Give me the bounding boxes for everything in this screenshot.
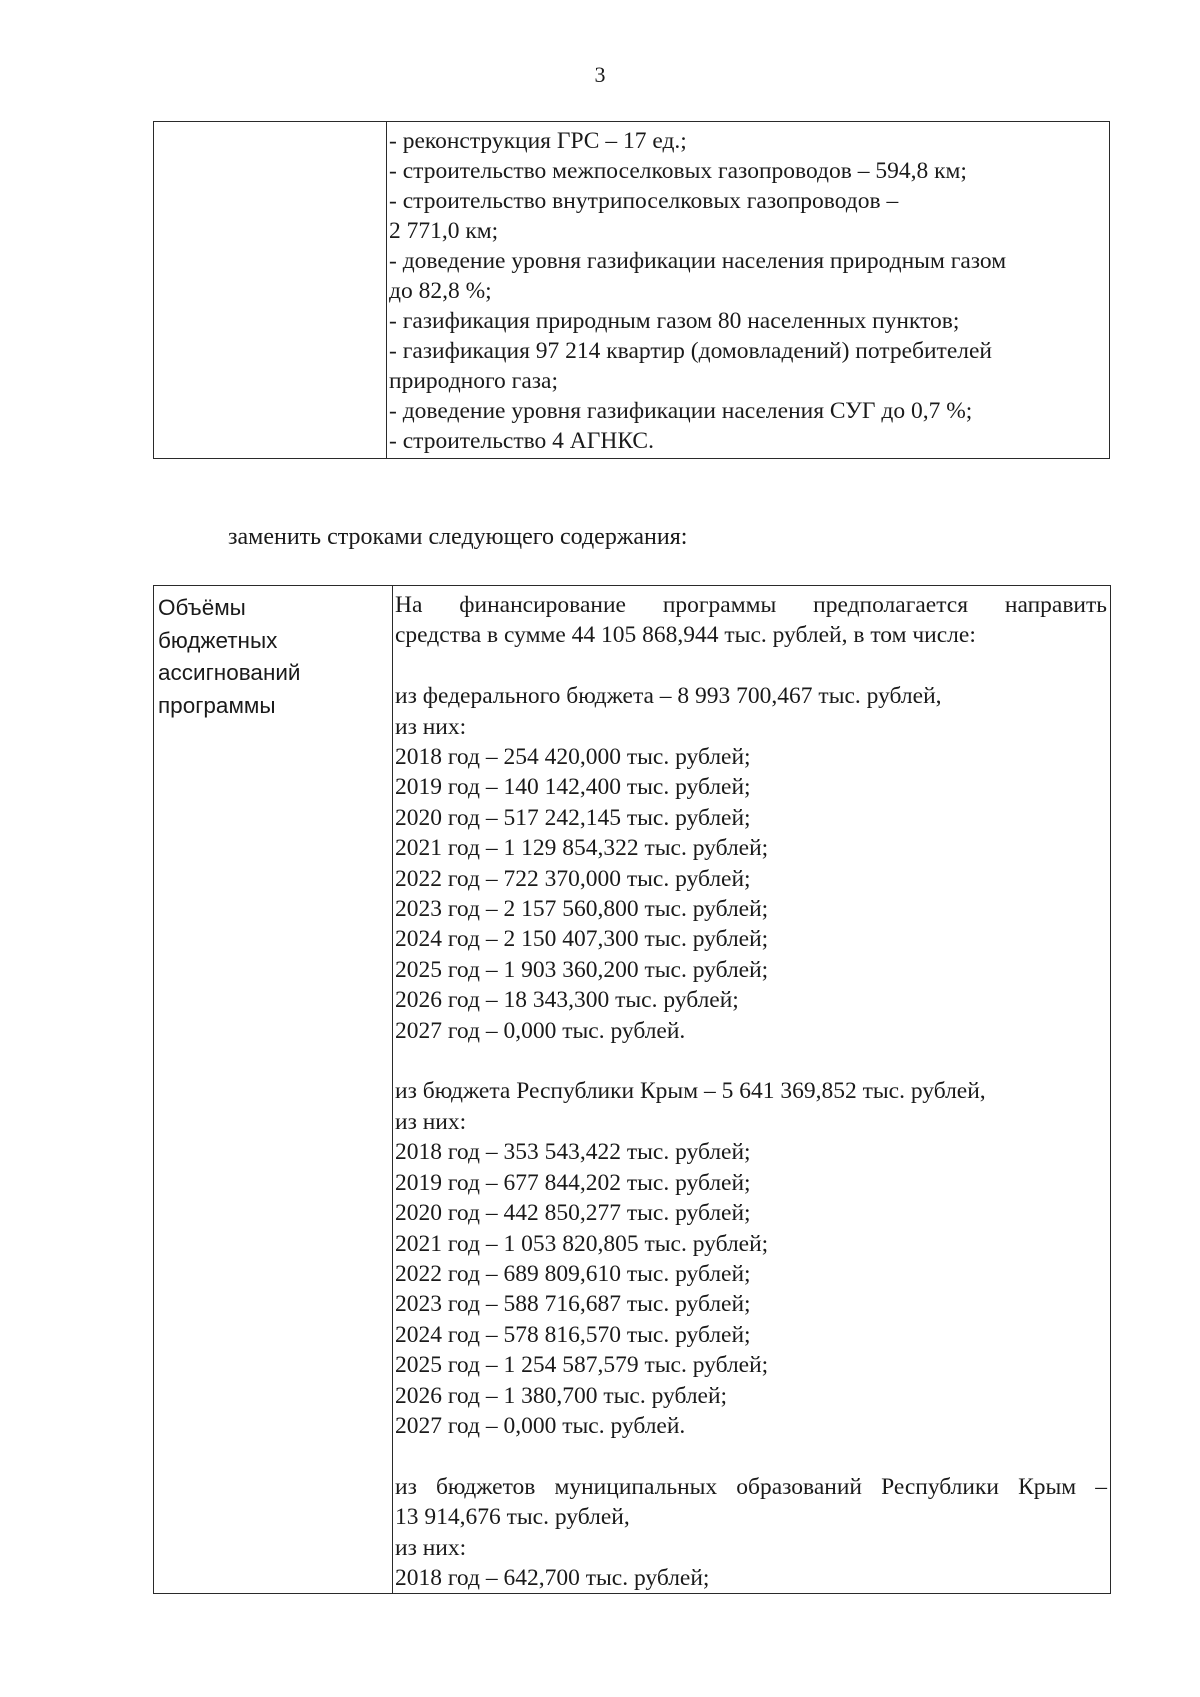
crimea-year-line: 2025 год – 1 254 587,579 тыс. рублей;	[395, 1352, 769, 1379]
row-title-line: Объёмы	[158, 595, 246, 620]
crimea-header: из бюджета Республики Крым – 5 641 369,852 тыс. рублей,	[395, 1078, 986, 1105]
old-table-row	[154, 122, 1110, 459]
crimea-year-line: 2018 год – 353 543,422 тыс. рублей;	[395, 1139, 751, 1166]
old-line: - строительство внутрипоселковых газопроводов –	[389, 188, 899, 214]
old-line: до 82,8 %;	[389, 278, 492, 304]
federal-year-line: 2025 год – 1 903 360,200 тыс. рублей;	[395, 956, 769, 983]
old-line: - доведение уровня газификации населения СУГ до 0,7 %;	[389, 398, 973, 424]
municipal-year-line: 2018 год – 642,700 тыс. рублей;	[395, 1564, 710, 1591]
old-table	[153, 121, 1110, 459]
federal-sub: из них:	[395, 713, 467, 740]
row-title-line: ассигнований	[158, 660, 301, 685]
new-table-row	[154, 586, 1111, 1594]
old-line: - газификация 97 214 квартир (домовладений) потребителей	[389, 338, 992, 364]
crimea-year-line: 2023 год – 588 716,687 тыс. рублей;	[395, 1291, 751, 1318]
federal-year-line: 2022 год – 722 370,000 тыс. рублей;	[395, 865, 751, 892]
federal-year-line: 2023 год – 2 157 560,800 тыс. рублей;	[395, 896, 769, 923]
municipal-header: из бюджетов муниципальных образований Республики Крым –	[395, 1473, 1107, 1500]
federal-year-line: 2021 год – 1 129 854,322 тыс. рублей;	[395, 835, 769, 862]
new-table	[153, 585, 1111, 1594]
federal-year-line: 2019 год – 140 142,400 тыс. рублей;	[395, 774, 751, 801]
municipal-header-total: 13 914,676 тыс. рублей,	[395, 1504, 630, 1531]
crimea-year-line: 2024 год – 578 816,570 тыс. рублей;	[395, 1321, 751, 1348]
old-line: - доведение уровня газификации населения природным газом	[389, 248, 1007, 274]
federal-year-line: 2018 год – 254 420,000 тыс. рублей;	[395, 744, 751, 771]
federal-year-line: 2027 год – 0,000 тыс. рублей.	[395, 1017, 686, 1044]
old-line: - строительство 4 АГНКС.	[389, 428, 654, 454]
crimea-year-line: 2022 год – 689 809,610 тыс. рублей;	[395, 1260, 751, 1287]
federal-year-line: 2026 год – 18 343,300 тыс. рублей;	[395, 987, 739, 1014]
new-table-left-cell	[154, 586, 393, 1594]
row-title-line: бюджетных	[158, 627, 278, 653]
crimea-year-line: 2019 год – 677 844,202 тыс. рублей;	[395, 1169, 751, 1196]
old-table-left-cell	[154, 122, 387, 459]
old-line: 2 771,0 км;	[389, 218, 499, 244]
intro-line: средства в сумме 44 105 868,944 тыс. рублей, в том числе:	[395, 622, 976, 649]
federal-header: из федерального бюджета – 8 993 700,467 тыс. рублей,	[395, 683, 942, 710]
old-line: - газификация природным газом 80 населенных пунктов;	[389, 308, 960, 334]
instruction-text: заменить строками следующего содержания:	[228, 524, 688, 550]
federal-year-line: 2020 год – 517 242,145 тыс. рублей;	[395, 804, 751, 831]
old-line: - строительство межпоселковых газопроводов – 594,8 км;	[389, 158, 967, 184]
old-table-right-cell	[387, 122, 1110, 459]
intro-line: На финансирование программы предполагается направить	[395, 592, 1107, 618]
row-title-line: программы	[158, 692, 276, 718]
old-line: природного газа;	[389, 368, 558, 394]
crimea-year-line: 2020 год – 442 850,277 тыс. рублей;	[395, 1200, 751, 1227]
municipal-sub: из них:	[395, 1534, 467, 1561]
crimea-year-line: 2026 год – 1 380,700 тыс. рублей;	[395, 1382, 728, 1409]
federal-year-line: 2024 год – 2 150 407,300 тыс. рублей;	[395, 926, 769, 953]
page-number: 3	[594, 62, 606, 87]
crimea-sub: из них:	[395, 1108, 467, 1135]
crimea-year-line: 2027 год – 0,000 тыс. рублей.	[395, 1412, 686, 1439]
crimea-year-line: 2021 год – 1 053 820,805 тыс. рублей;	[395, 1230, 769, 1257]
old-line: - реконструкция ГРС – 17 ед.;	[389, 128, 687, 154]
new-table-right-cell	[393, 586, 1111, 1594]
